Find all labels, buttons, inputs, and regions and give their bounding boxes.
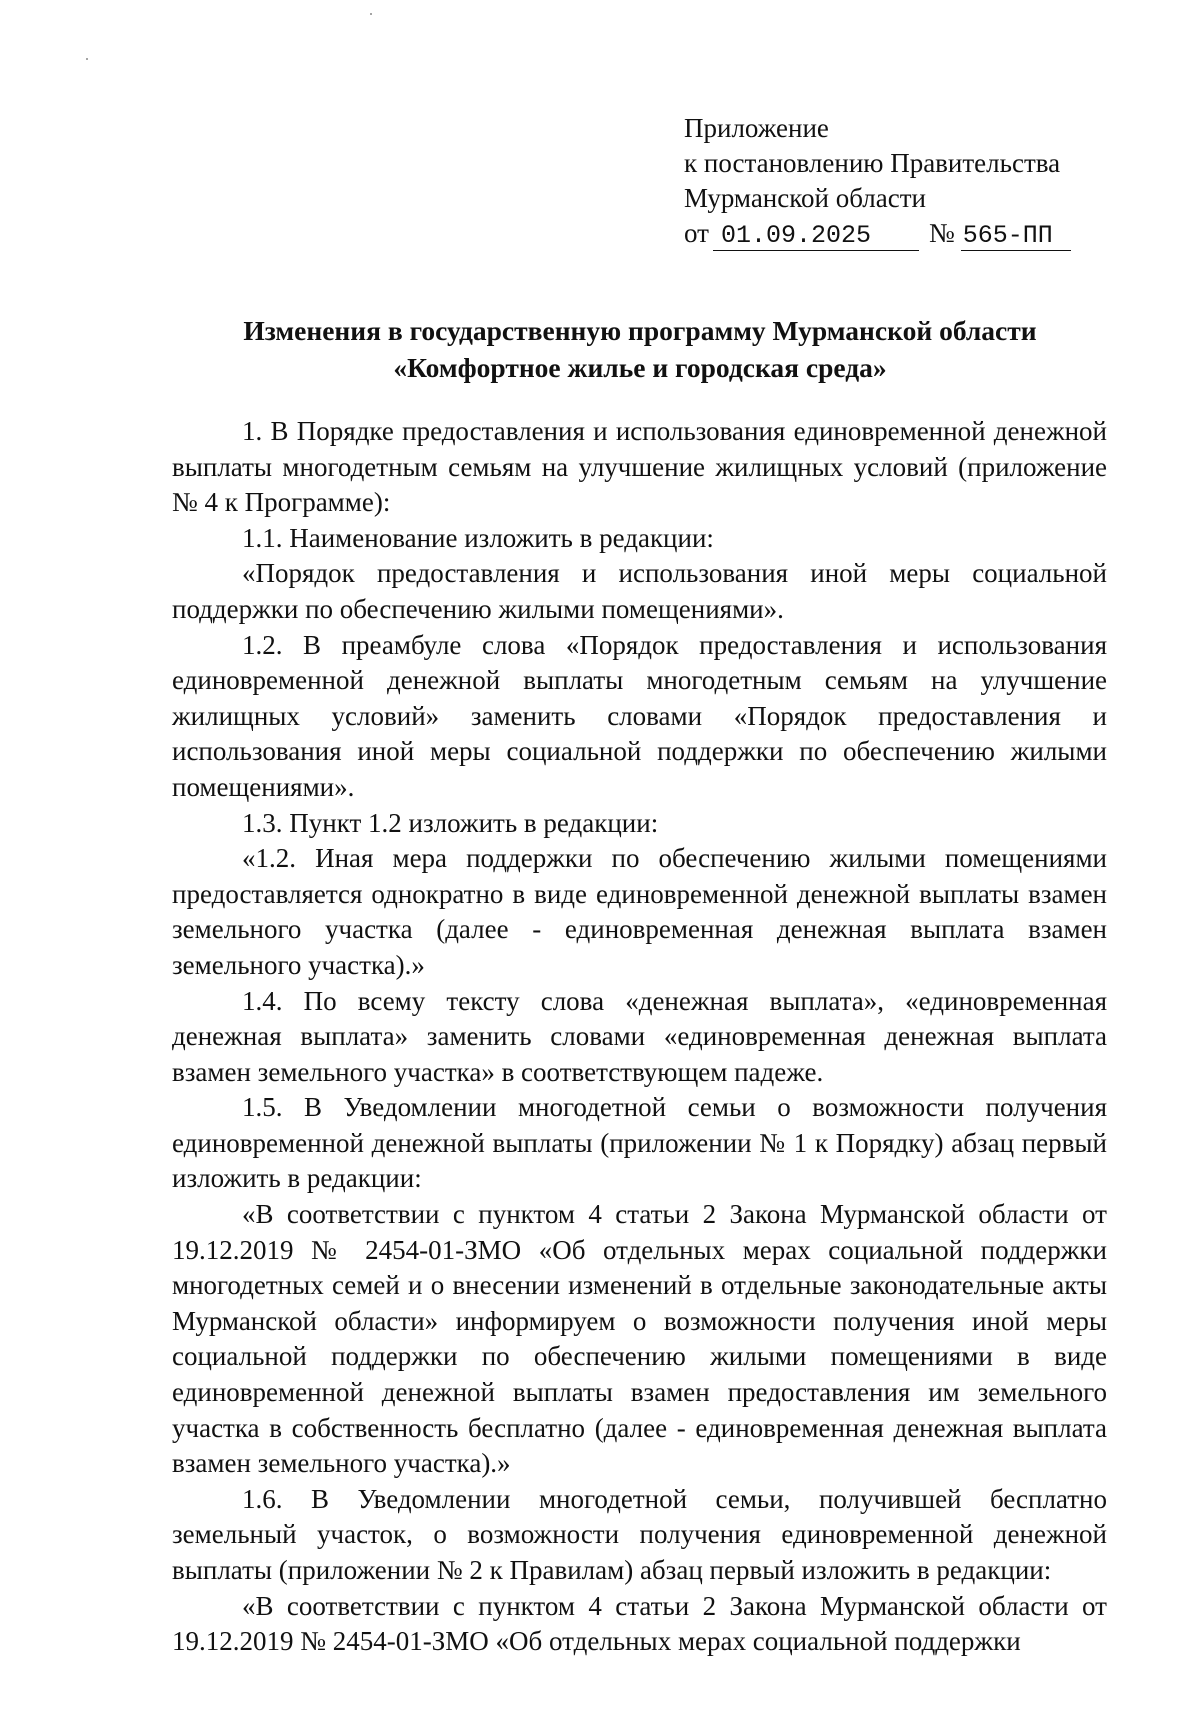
paragraph: «В соответствии с пунктом 4 статьи 2 Закона Мурманской области от 19.12.2019 № 2454-01-ЗМО «Об отдельных мерах социальной поддержки [172, 1590, 1107, 1657]
paragraph: 1.6. В Уведомлении многодетной семьи, получившей бесплатно земельный участок, о возможности получения единовременной денежной выплаты (приложении № 2 к Правилам) абзац первый изложить в редакции: [172, 1483, 1107, 1585]
paragraph: 1.3. Пункт 1.2 изложить в редакции: [242, 807, 659, 838]
number-sign: № [928, 218, 955, 248]
number-field: 565-ПП [961, 222, 1071, 251]
paragraph: «1.2. Иная мера поддержки по обеспечению жилыми помещениями предоставляется однократно в виде единовременной денежной выплаты взамен земельного участка (далее - единовременная денежная выплата взамен земельного участка).» [172, 843, 1107, 980]
date-field: 01.09.2025 [713, 222, 919, 251]
paragraph: «Порядок предоставления и использования иной меры социальной поддержки по обеспечению жилыми помещениями». [172, 558, 1107, 624]
paragraph: 1.2. В преамбуле слова «Порядок предоставления и использования единовременной денежной выплаты многодетным семьям на улучшение жилищных условий» заменить словами «Порядок предоставления и использования иной меры социальной поддержки по обеспечению жилыми помещениями». [172, 629, 1107, 802]
paragraph: 1. В Порядке предоставления и использования единовременной денежной выплаты многодетным семьям на улучшение жилищных условий (приложение № 4 к Программе): [172, 416, 1107, 518]
scan-speck [370, 13, 372, 15]
annex-title: Приложение [684, 113, 829, 143]
paragraph: 1.4. По всему тексту слова «денежная выплата», «единовременная денежная выплата» заменить словами «единовременная денежная выплата взамен земельного участка» в соответствующем падеже. [172, 985, 1107, 1087]
document-body [172, 414, 1107, 1660]
date-prefix: от [684, 218, 709, 248]
annex-region: Мурманской области [684, 183, 926, 213]
paragraph: 1.1. Наименование изложить в редакции: [242, 522, 714, 553]
annex-header [684, 111, 1104, 251]
document-title [170, 312, 1110, 386]
paragraph: «В соответствии с пунктом 4 статьи 2 Закона Мурманской области от 19.12.2019 № 2454-01-ЗМО «Об отдельных мерах социальной поддержки многодетных семей и о внесении изменений в отдельные законодательные акты Мурманской области» информируем о возможности получения иной меры социальной поддержки по обеспечению жилыми помещениями в виде единовременной денежной выплаты взамен предоставления им земельного участка в собственность бесплатно (далее - единовременная денежная выплата взамен земельного участка).» [172, 1199, 1107, 1479]
title-line-2: «Комфортное жилье и городская среда» [393, 352, 887, 383]
title-line-1: Изменения в государственную программу Мурманской области [243, 315, 1037, 346]
annex-reference: к постановлению Правительства [684, 148, 1061, 178]
paragraph: 1.5. В Уведомлении многодетной семьи о возможности получения единовременной денежной выплаты (приложении № 1 к Порядку) абзац первый изложить в редакции: [172, 1092, 1107, 1194]
annex-date-number [684, 216, 1104, 251]
scan-speck [86, 58, 88, 60]
